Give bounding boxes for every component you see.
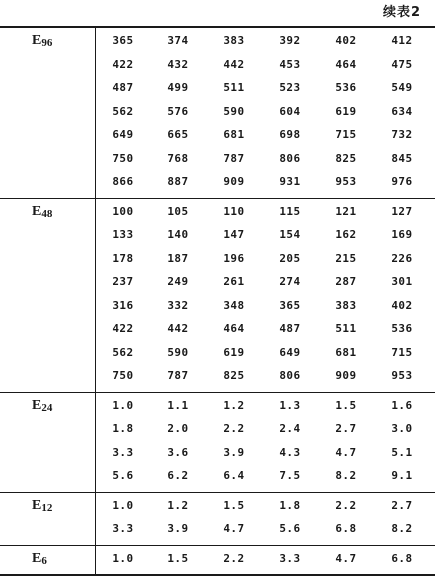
table-cell: 523 xyxy=(279,81,301,95)
table-cell: 2.2 xyxy=(223,551,245,565)
table-cell: 562 xyxy=(112,104,134,118)
table-cell: 2.2 xyxy=(223,422,245,436)
table-cell: 649 xyxy=(279,345,301,359)
table-cell: 1.5 xyxy=(335,398,357,412)
table-cell: 698 xyxy=(279,128,301,142)
table-cell: 4.7 xyxy=(335,551,357,565)
table-cell: 604 xyxy=(279,104,301,118)
table-row xyxy=(96,100,435,124)
table-cell: 1.8 xyxy=(112,422,134,436)
table-cell: 442 xyxy=(167,322,189,336)
table-cell: 750 xyxy=(112,369,134,383)
table-cell: 931 xyxy=(279,175,301,189)
series-label: E24 xyxy=(0,393,96,492)
table-cell: 1.0 xyxy=(112,551,134,565)
table-cell: 475 xyxy=(391,57,413,71)
table-cell: 196 xyxy=(223,251,245,265)
table-cell: 511 xyxy=(335,322,357,336)
table-cell: 5.6 xyxy=(279,522,301,536)
table-cell: 432 xyxy=(167,57,189,71)
table-cell: 866 xyxy=(112,175,134,189)
series-label: E96 xyxy=(0,28,96,198)
table-cell: 6.2 xyxy=(167,469,189,483)
table-cell: 140 xyxy=(167,228,189,242)
table-cell: 365 xyxy=(279,298,301,312)
table-cell: 301 xyxy=(391,275,413,289)
table-cell: 453 xyxy=(279,57,301,71)
table-cell: 348 xyxy=(223,298,245,312)
table-cell: 422 xyxy=(112,322,134,336)
table-cell: 8.2 xyxy=(335,469,357,483)
table-cell: 6.8 xyxy=(335,522,357,536)
table-cell: 634 xyxy=(391,104,413,118)
table-cell: 619 xyxy=(335,104,357,118)
table-cell: 2.7 xyxy=(335,422,357,436)
table-cell: 100 xyxy=(112,204,134,218)
table-cell: 8.2 xyxy=(391,522,413,536)
table-cell: 2.0 xyxy=(167,422,189,436)
table-cell: 147 xyxy=(223,228,245,242)
table-cell: 1.2 xyxy=(167,498,189,512)
table-cell: 464 xyxy=(223,322,245,336)
table-cell: 1.2 xyxy=(223,398,245,412)
series-group xyxy=(0,28,435,198)
table-cell: 3.9 xyxy=(223,445,245,459)
table-cell: 3.0 xyxy=(391,422,413,436)
table-cell: 845 xyxy=(391,151,413,165)
table-cell: 162 xyxy=(335,228,357,242)
table-cell: 392 xyxy=(279,34,301,48)
table-row xyxy=(96,394,435,418)
table-row xyxy=(96,76,435,100)
table-cell: 464 xyxy=(335,57,357,71)
table-cell: 499 xyxy=(167,81,189,95)
table-cell: 825 xyxy=(223,369,245,383)
table-cell: 215 xyxy=(335,251,357,265)
table-cell: 732 xyxy=(391,128,413,142)
table-cell: 442 xyxy=(223,57,245,71)
series-group xyxy=(0,198,435,392)
table-cell: 187 xyxy=(167,251,189,265)
table-row xyxy=(96,270,435,294)
table-cell: 3.3 xyxy=(112,522,134,536)
table-row xyxy=(96,223,435,247)
table-cell: 6.8 xyxy=(391,551,413,565)
table-cell: 2.4 xyxy=(279,422,301,436)
table-cell: 287 xyxy=(335,275,357,289)
table-cell: 5.6 xyxy=(112,469,134,483)
table-cell: 2.7 xyxy=(391,498,413,512)
table-row xyxy=(96,170,435,194)
table-row xyxy=(96,247,435,271)
table-cell: 1.0 xyxy=(112,398,134,412)
table-row xyxy=(96,364,435,388)
table-caption: 续表2 xyxy=(382,5,421,20)
table-cell: 1.6 xyxy=(391,398,413,412)
table-row xyxy=(96,123,435,147)
table-cell: 976 xyxy=(391,175,413,189)
table-cell: 3.3 xyxy=(112,445,134,459)
table-cell: 787 xyxy=(167,369,189,383)
table-row xyxy=(96,294,435,318)
table-cell: 953 xyxy=(391,369,413,383)
table-cell: 1.3 xyxy=(279,398,301,412)
table-cell: 715 xyxy=(391,345,413,359)
series-group xyxy=(0,492,435,545)
table-cell: 237 xyxy=(112,275,134,289)
table-cell: 665 xyxy=(167,128,189,142)
table-cell: 768 xyxy=(167,151,189,165)
table-cell: 715 xyxy=(335,128,357,142)
table-cell: 825 xyxy=(335,151,357,165)
table-cell: 383 xyxy=(335,298,357,312)
table-cell: 619 xyxy=(223,345,245,359)
table-cell: 4.7 xyxy=(335,445,357,459)
table-cell: 383 xyxy=(223,34,245,48)
table-cell: 412 xyxy=(391,34,413,48)
series-group xyxy=(0,545,435,575)
table-cell: 536 xyxy=(335,81,357,95)
table-cell: 316 xyxy=(112,298,134,312)
table-cell: 205 xyxy=(279,251,301,265)
table-cell: 681 xyxy=(335,345,357,359)
table-cell: 105 xyxy=(167,204,189,218)
table-cell: 536 xyxy=(391,322,413,336)
table-cell: 909 xyxy=(335,369,357,383)
table-row xyxy=(96,517,435,541)
table-cell: 332 xyxy=(167,298,189,312)
table-cell: 562 xyxy=(112,345,134,359)
table-cell: 487 xyxy=(279,322,301,336)
series-label: E48 xyxy=(0,199,96,392)
table-row xyxy=(96,317,435,341)
table-cell: 249 xyxy=(167,275,189,289)
table-row xyxy=(96,147,435,171)
series-label: E6 xyxy=(0,546,96,575)
table-cell: 1.1 xyxy=(167,398,189,412)
table-cell: 2.2 xyxy=(335,498,357,512)
table-cell: 374 xyxy=(167,34,189,48)
table-cell: 806 xyxy=(279,369,301,383)
table-row xyxy=(96,29,435,53)
table-cell: 178 xyxy=(112,251,134,265)
table-row xyxy=(96,494,435,518)
table-cell: 750 xyxy=(112,151,134,165)
table-cell: 1.5 xyxy=(167,551,189,565)
table-cell: 576 xyxy=(167,104,189,118)
table-cell: 887 xyxy=(167,175,189,189)
table-cell: 115 xyxy=(279,204,301,218)
table-cell: 953 xyxy=(335,175,357,189)
series-group xyxy=(0,392,435,492)
table-row xyxy=(96,441,435,465)
table-cell: 1.0 xyxy=(112,498,134,512)
table-row xyxy=(96,547,435,571)
table-cell: 6.4 xyxy=(223,469,245,483)
table-cell: 3.3 xyxy=(279,551,301,565)
table-row xyxy=(96,464,435,488)
table-cell: 7.5 xyxy=(279,469,301,483)
table-row xyxy=(96,417,435,441)
table-cell: 261 xyxy=(223,275,245,289)
table-cell: 1.5 xyxy=(223,498,245,512)
table-row xyxy=(96,53,435,77)
table-cell: 590 xyxy=(223,104,245,118)
table-cell: 274 xyxy=(279,275,301,289)
table-cell: 590 xyxy=(167,345,189,359)
table-row xyxy=(96,200,435,224)
table-cell: 787 xyxy=(223,151,245,165)
table-cell: 133 xyxy=(112,228,134,242)
table-cell: 681 xyxy=(223,128,245,142)
table-cell: 806 xyxy=(279,151,301,165)
table-cell: 226 xyxy=(391,251,413,265)
table-cell: 110 xyxy=(223,204,245,218)
table-row xyxy=(96,341,435,365)
table-cell: 127 xyxy=(391,204,413,218)
table-cell: 649 xyxy=(112,128,134,142)
table-cell: 5.1 xyxy=(391,445,413,459)
table-cell: 402 xyxy=(391,298,413,312)
series-label: E12 xyxy=(0,493,96,545)
table-cell: 3.6 xyxy=(167,445,189,459)
table-cell: 549 xyxy=(391,81,413,95)
table-cell: 487 xyxy=(112,81,134,95)
table-cell: 909 xyxy=(223,175,245,189)
table-cell: 511 xyxy=(223,81,245,95)
table-cell: 4.7 xyxy=(223,522,245,536)
table-cell: 9.1 xyxy=(391,469,413,483)
table-cell: 1.8 xyxy=(279,498,301,512)
table-cell: 169 xyxy=(391,228,413,242)
table-cell: 154 xyxy=(279,228,301,242)
series-table xyxy=(0,26,435,576)
table-cell: 121 xyxy=(335,204,357,218)
table-cell: 4.3 xyxy=(279,445,301,459)
table-cell: 3.9 xyxy=(167,522,189,536)
table-cell: 402 xyxy=(335,34,357,48)
table-cell: 365 xyxy=(112,34,134,48)
table-cell: 422 xyxy=(112,57,134,71)
